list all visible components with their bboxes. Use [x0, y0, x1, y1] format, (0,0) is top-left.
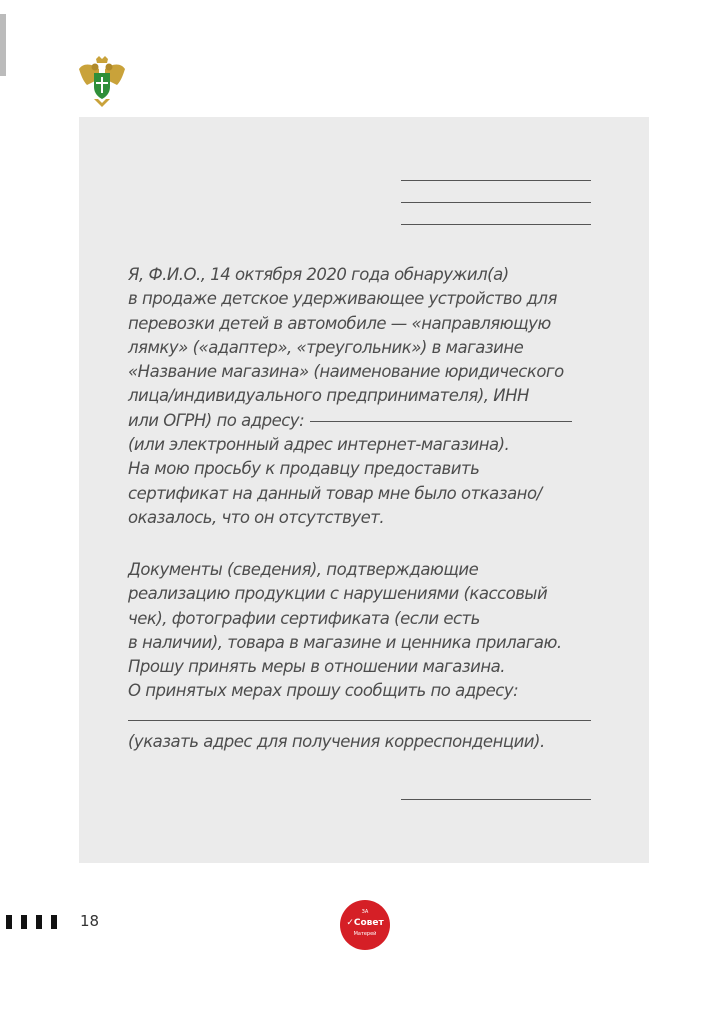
paragraph-complaint: [128, 263, 598, 530]
addressee-line-3: [401, 224, 591, 225]
page-edge-mark: [0, 14, 6, 76]
text-line: реализацию продукции с нарушениями (кассовый: [128, 584, 548, 604]
text-line: перевозки детей в автомобиле — «направляющую: [128, 313, 551, 333]
text-line: На мою просьбу к продавцу предоставить: [128, 459, 480, 479]
addressee-line-1: [401, 180, 591, 181]
text-line: чек), фотографии сертификата (если есть: [128, 608, 480, 628]
text-line: Я, Ф.И.О., 14 октября 2020 года обнаружил(а): [128, 265, 509, 284]
address-blank: [310, 421, 572, 422]
paragraph-reply-address: [128, 730, 598, 754]
logo-text-top: ЗА: [361, 909, 369, 915]
text-line: в продаже детское удерживающее устройство для: [128, 289, 557, 309]
text-line: сертификат на данный товар мне было отказано/: [128, 483, 542, 503]
logo-text-bottom: Матерей: [353, 931, 377, 937]
text-line: Документы (сведения), подтверждающие: [128, 560, 479, 579]
footer-marks-icon: [6, 914, 66, 933]
page-number: 18: [80, 912, 100, 930]
double-headed-eagle-emblem-icon: [77, 55, 127, 110]
reply-address-line: [128, 720, 591, 721]
text-line: лица/индивидуального предпринимателя), ИНН: [128, 386, 529, 406]
sovet-materey-logo: [340, 900, 390, 950]
paragraph-attachments: [128, 558, 598, 704]
text-line: Прошу принять меры в отношении магазина.: [128, 657, 505, 677]
text-line: или ОГРН) по адресу:: [128, 410, 305, 430]
text-line: О принятых мерах прошу сообщить по адресу:: [128, 681, 519, 701]
text-line: (указать адрес для получения корреспонденции).: [128, 732, 545, 751]
text-line: «Название магазина» (наименование юридического: [128, 362, 564, 382]
address-line: [128, 409, 598, 433]
text-line: (или электронный адрес интернет-магазина).: [128, 435, 510, 455]
addressee-line-2: [401, 202, 591, 203]
signature-line: [401, 799, 591, 800]
logo-text-main: ✓Совет: [346, 918, 384, 928]
text-line: в наличии), товара в магазине и ценника прилагаю.: [128, 632, 562, 652]
text-line: лямку» («адаптер», «треугольник») в магазине: [128, 337, 524, 357]
text-line: оказалось, что он отсутствует.: [128, 507, 385, 527]
